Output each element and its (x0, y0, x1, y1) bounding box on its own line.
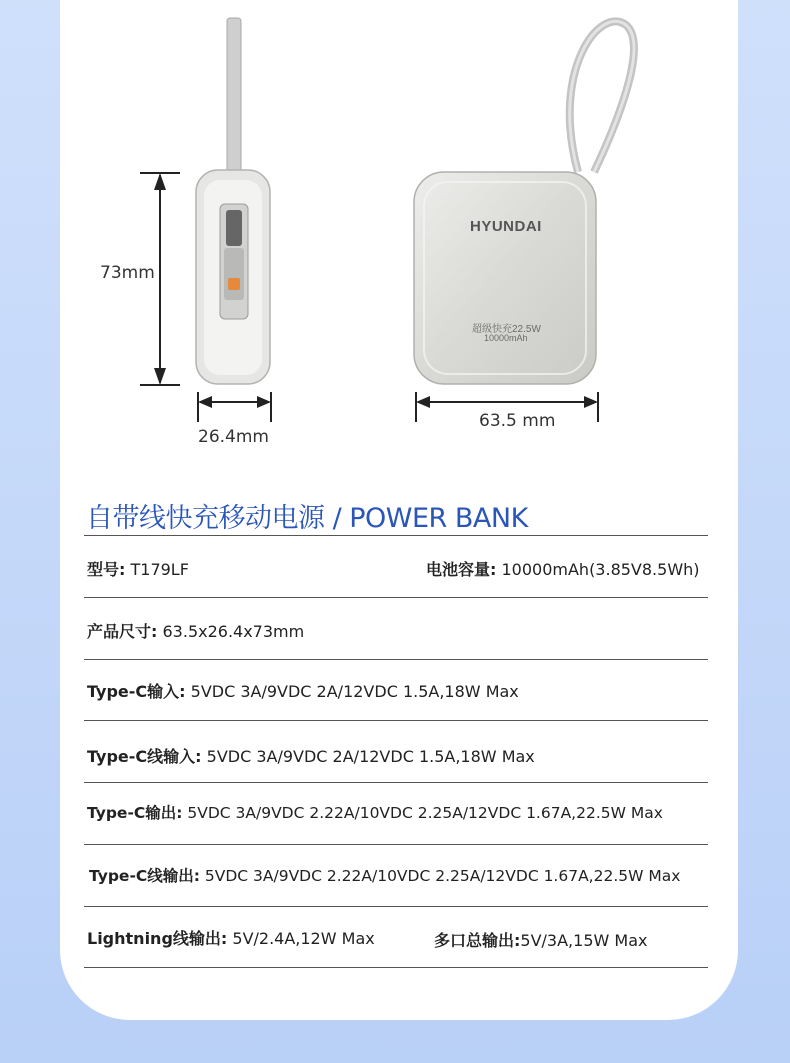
spec-capacity (426, 557, 700, 580)
spec-typec-output-label: Type-C输出: (87, 804, 183, 822)
divider (84, 597, 708, 598)
divider (84, 844, 708, 845)
spec-typec-input-value: 5VDC 3A/9VDC 2A/12VDC 1.5A,18W Max (185, 682, 519, 701)
spec-typec-cable-input-value: 5VDC 3A/9VDC 2A/12VDC 1.5A,18W Max (201, 747, 535, 766)
page-title: 自带线快充移动电源 / POWER BANK (86, 503, 528, 534)
spec-model-label: 型号: (87, 560, 126, 579)
spec-typec-cable-output (89, 864, 680, 886)
side-view-drawing (130, 10, 290, 450)
divider (84, 659, 708, 660)
device-print-line1: 超级快充22.5W (472, 324, 541, 335)
spec-capacity-value: 10000mAh(3.85V8.5Wh) (496, 560, 700, 579)
divider (84, 967, 708, 968)
divider (84, 782, 708, 783)
spec-typec-cable-output-value: 5VDC 3A/9VDC 2.22A/10VDC 2.25A/12VDC 1.67A,22.5W Max (199, 867, 681, 885)
spec-model-value: T179LF (125, 560, 189, 579)
spec-typec-cable-output-label: Type-C线输出: (89, 867, 200, 885)
spec-capacity-label: 电池容量: (426, 560, 497, 579)
spec-lightning-output (87, 926, 375, 949)
divider (84, 906, 708, 907)
spec-typec-input (87, 679, 519, 702)
height-dimension-label: 73mm (100, 263, 155, 283)
spec-size-label: 产品尺寸: (87, 622, 158, 641)
spec-typec-input-label: Type-C输入: (87, 682, 186, 701)
spec-lightning-output-value: 5V/2.4A,12W Max (227, 929, 375, 948)
spec-lightning-output-label: Lightning线输出: (87, 929, 228, 948)
spec-typec-output-value: 5VDC 3A/9VDC 2.22A/10VDC 2.25A/12VDC 1.67A,22.5W Max (182, 804, 663, 822)
spec-size (87, 619, 304, 642)
spec-model (87, 557, 189, 580)
divider (84, 720, 708, 721)
depth-dimension-label: 26.4mm (198, 427, 269, 447)
spec-multi-output-value: 5V/3A,15W Max (520, 931, 648, 950)
divider (84, 535, 708, 536)
spec-multi-output (434, 928, 647, 951)
spec-typec-output (87, 801, 663, 823)
spec-size-value: 63.5x26.4x73mm (157, 622, 305, 641)
spec-typec-cable-input (87, 744, 535, 767)
width-dimension-label: 63.5 mm (479, 411, 556, 431)
brand-logo: HYUNDAI (470, 218, 542, 235)
device-print-line2: 10000mAh (484, 333, 528, 343)
spec-typec-cable-input-label: Type-C线输入: (87, 747, 202, 766)
spec-multi-output-label: 多口总输出: (434, 931, 521, 950)
